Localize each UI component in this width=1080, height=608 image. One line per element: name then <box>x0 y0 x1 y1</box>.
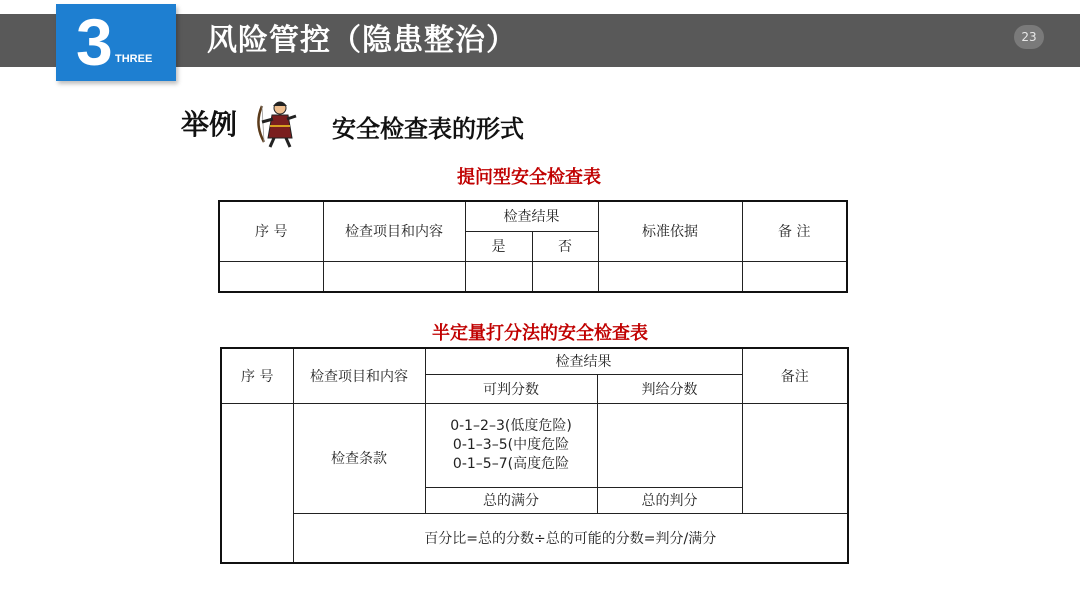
table-caption-question: 提问型安全检查表 <box>457 167 601 188</box>
section-badge <box>56 4 176 81</box>
table-cell <box>597 403 742 487</box>
table-cell <box>742 261 847 292</box>
table-cell <box>465 261 532 292</box>
header-item: 检查项目和内容 <box>323 201 465 261</box>
example-label: 举例 <box>181 108 238 141</box>
page-number: 23 <box>1014 25 1044 49</box>
table-cell <box>221 403 293 563</box>
header-seq: 序 号 <box>221 348 293 403</box>
score-level: 0-1–2–3(低度危险) <box>450 417 572 434</box>
archer-figure-icon <box>256 98 300 148</box>
header-remark: 备 注 <box>742 201 847 261</box>
subtitle: 安全检查表的形式 <box>332 115 524 143</box>
header-result: 检查结果 <box>465 201 598 231</box>
header-standard: 标准依据 <box>598 201 742 261</box>
section-word: THREE <box>115 53 153 65</box>
header-no: 否 <box>532 231 598 261</box>
question-checklist-table <box>218 200 848 293</box>
total-full: 总的满分 <box>425 487 597 513</box>
row-label: 检查条款 <box>293 403 425 513</box>
header-yes: 是 <box>465 231 532 261</box>
header-remark: 备注 <box>742 348 848 403</box>
score-level: 0-1–3–5(中度危险 <box>452 436 570 453</box>
table-cell <box>532 261 598 292</box>
total-given: 总的判分 <box>597 487 742 513</box>
score-level: 0-1–5–7(高度危险 <box>452 455 570 472</box>
page-title: 风险管控（隐患整治） <box>207 23 517 58</box>
header-seq: 序 号 <box>219 201 323 261</box>
table-cell <box>742 403 848 513</box>
score-checklist-table <box>220 347 849 564</box>
table-cell <box>598 261 742 292</box>
header-possible-score: 可判分数 <box>425 374 597 403</box>
header-result: 检查结果 <box>425 348 742 374</box>
header-item: 检查项目和内容 <box>293 348 425 403</box>
section-number: 3 <box>76 5 113 79</box>
header-given-score: 判给分数 <box>597 374 742 403</box>
score-levels <box>425 403 597 487</box>
formula: 百分比=总的分数÷总的可能的分数=判分/满分 <box>293 513 848 563</box>
table-caption-score: 半定量打分法的安全检查表 <box>432 323 648 344</box>
table-cell <box>323 261 465 292</box>
table-cell <box>219 261 323 292</box>
